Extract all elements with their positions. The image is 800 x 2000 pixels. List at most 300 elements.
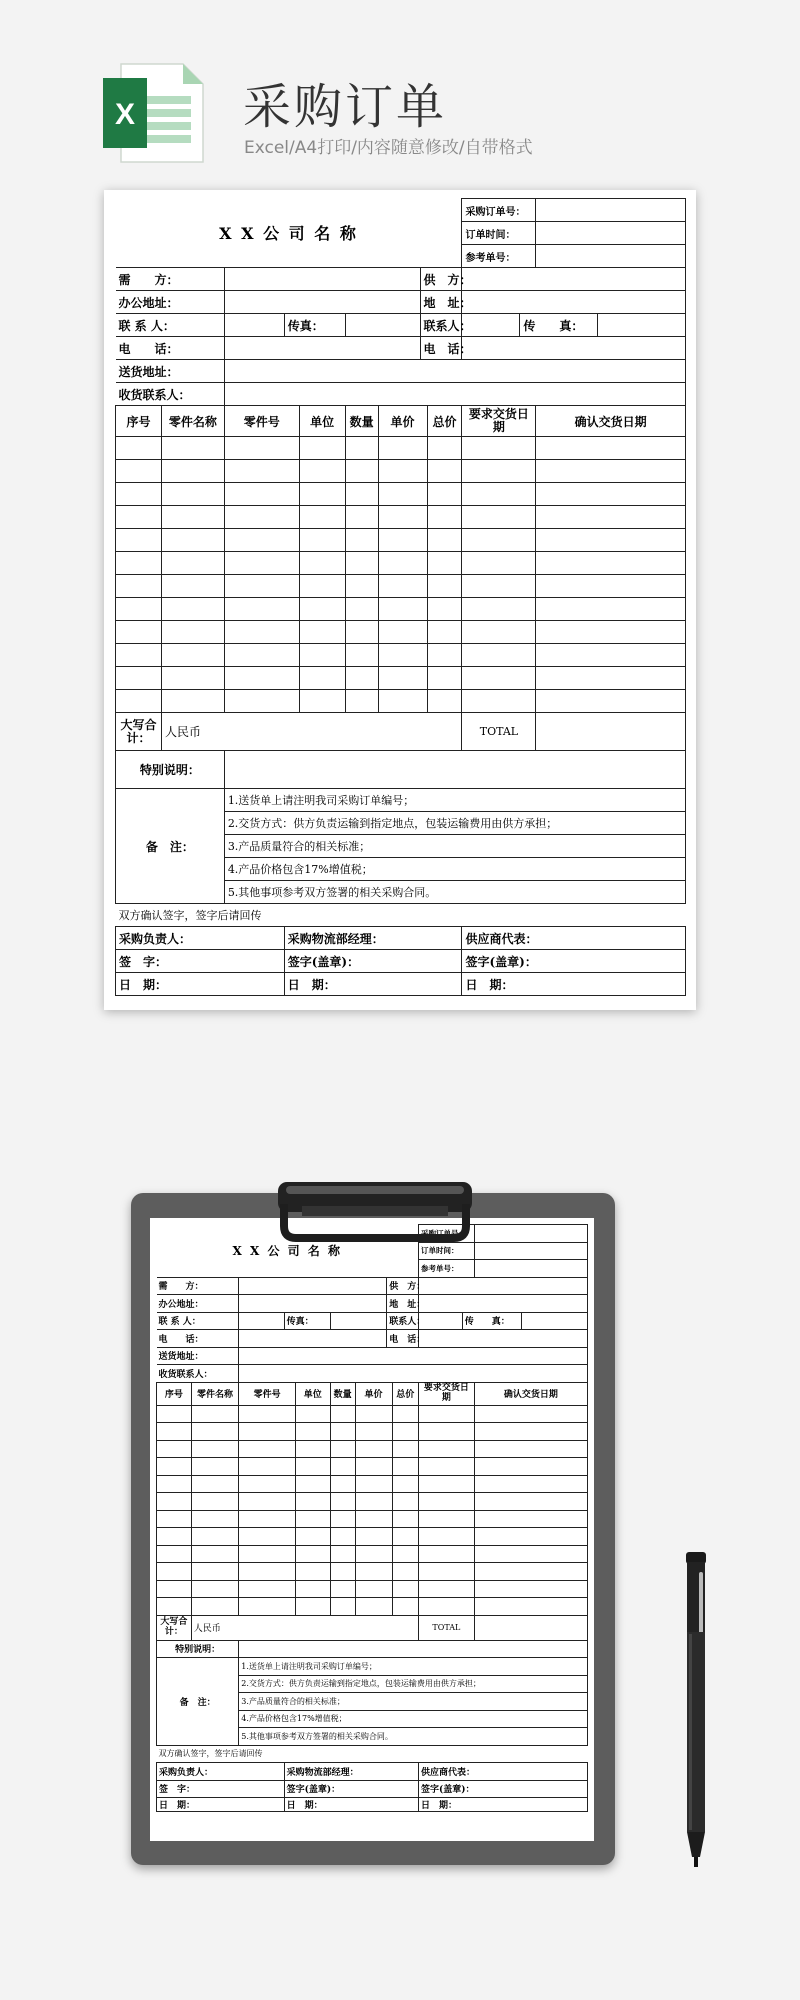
item-cell bbox=[295, 1423, 330, 1441]
item-cell[interactable] bbox=[224, 667, 299, 690]
ref-no-label: 参考单号： bbox=[418, 1260, 474, 1278]
item-cell[interactable] bbox=[462, 690, 536, 713]
item-cell bbox=[157, 1580, 192, 1598]
item-cell[interactable] bbox=[299, 552, 345, 575]
ref-no-label: 参考单号： bbox=[462, 245, 536, 268]
item-cell bbox=[418, 1405, 474, 1423]
item-cell[interactable] bbox=[536, 644, 686, 667]
item-cell[interactable] bbox=[299, 575, 345, 598]
item-cell[interactable] bbox=[462, 552, 536, 575]
item-cell[interactable] bbox=[427, 460, 462, 483]
item-cell[interactable] bbox=[116, 598, 162, 621]
item-cell[interactable] bbox=[378, 552, 427, 575]
item-cell bbox=[191, 1528, 239, 1546]
item-cell bbox=[157, 1475, 192, 1493]
item-cell bbox=[418, 1458, 474, 1476]
purchase-order-sheet bbox=[104, 190, 696, 1010]
delivery-address-field[interactable] bbox=[224, 360, 685, 383]
item-cell[interactable] bbox=[224, 506, 299, 529]
item-cell bbox=[330, 1528, 355, 1546]
item-cell[interactable] bbox=[116, 575, 162, 598]
item-cell bbox=[295, 1598, 330, 1616]
item-cell[interactable] bbox=[462, 529, 536, 552]
item-cell bbox=[239, 1528, 296, 1546]
date2-label: 日 期： bbox=[284, 973, 462, 996]
item-cell bbox=[239, 1405, 296, 1423]
item-cell[interactable] bbox=[224, 437, 299, 460]
item-rows bbox=[157, 1405, 588, 1615]
item-cell[interactable] bbox=[224, 552, 299, 575]
item-cell[interactable] bbox=[462, 437, 536, 460]
fax-field bbox=[330, 1312, 387, 1330]
item-cell[interactable] bbox=[299, 667, 345, 690]
item-cell bbox=[392, 1440, 418, 1458]
col-header: 序号 bbox=[157, 1382, 192, 1405]
col-header: 总价 bbox=[427, 406, 462, 437]
item-row bbox=[116, 506, 686, 529]
item-cell[interactable] bbox=[299, 598, 345, 621]
item-cell bbox=[418, 1440, 474, 1458]
purchaser-label: 采购负责人： bbox=[116, 927, 285, 950]
item-cell[interactable] bbox=[427, 437, 462, 460]
item-cell[interactable] bbox=[462, 506, 536, 529]
supplier-rep-label: 供应商代表： bbox=[418, 1763, 587, 1781]
item-cell bbox=[392, 1405, 418, 1423]
item-cell bbox=[392, 1545, 418, 1563]
ref-no-field bbox=[474, 1260, 587, 1278]
item-cell[interactable] bbox=[161, 437, 224, 460]
item-cell[interactable] bbox=[224, 575, 299, 598]
order-time-field[interactable] bbox=[536, 222, 686, 245]
fax2-label: 传 真： bbox=[462, 1312, 521, 1330]
item-cell[interactable] bbox=[462, 483, 536, 506]
order-no-field[interactable] bbox=[536, 199, 686, 222]
item-row bbox=[157, 1405, 588, 1423]
item-cell[interactable] bbox=[536, 552, 686, 575]
item-cell[interactable] bbox=[378, 621, 427, 644]
supplier-field[interactable] bbox=[462, 268, 686, 291]
item-cell[interactable] bbox=[299, 437, 345, 460]
item-cell bbox=[355, 1510, 392, 1528]
item-row bbox=[157, 1423, 588, 1441]
item-cell[interactable] bbox=[299, 529, 345, 552]
date3-label: 日 期： bbox=[418, 1798, 587, 1812]
item-cell[interactable] bbox=[224, 529, 299, 552]
item-cell[interactable] bbox=[224, 483, 299, 506]
item-cell[interactable] bbox=[161, 690, 224, 713]
item-cell bbox=[418, 1563, 474, 1581]
item-cell bbox=[392, 1423, 418, 1441]
item-row bbox=[157, 1440, 588, 1458]
item-cell bbox=[295, 1580, 330, 1598]
item-cell bbox=[157, 1440, 192, 1458]
excel-file-icon bbox=[103, 62, 203, 164]
col-header: 单位 bbox=[299, 406, 345, 437]
item-cell bbox=[355, 1493, 392, 1511]
item-cell bbox=[355, 1458, 392, 1476]
item-cell[interactable] bbox=[536, 483, 686, 506]
item-cell bbox=[191, 1510, 239, 1528]
item-cell bbox=[392, 1493, 418, 1511]
total-field[interactable] bbox=[536, 713, 686, 751]
item-cell[interactable] bbox=[299, 690, 345, 713]
contact2-label: 联系人： bbox=[420, 314, 462, 337]
order-time-field bbox=[474, 1242, 587, 1260]
sign-seal-label: 签字(盖章)： bbox=[284, 1780, 418, 1798]
item-row bbox=[157, 1563, 588, 1581]
item-cell bbox=[392, 1510, 418, 1528]
item-cell[interactable] bbox=[378, 506, 427, 529]
contact-field[interactable] bbox=[224, 314, 284, 337]
item-cell[interactable] bbox=[345, 644, 378, 667]
item-cell[interactable] bbox=[161, 529, 224, 552]
item-cell bbox=[474, 1598, 587, 1616]
item-cell[interactable] bbox=[378, 667, 427, 690]
supplier-label: 供 方： bbox=[387, 1277, 419, 1295]
item-cell bbox=[355, 1528, 392, 1546]
item-cell[interactable] bbox=[161, 483, 224, 506]
item-cell[interactable] bbox=[536, 621, 686, 644]
item-cell[interactable] bbox=[427, 690, 462, 713]
item-cell bbox=[474, 1423, 587, 1441]
col-header: 零件名称 bbox=[161, 406, 224, 437]
company-name: X X 公 司 名 称 bbox=[219, 224, 358, 244]
item-cell[interactable] bbox=[427, 552, 462, 575]
item-cell[interactable] bbox=[378, 483, 427, 506]
office-address-label: 办公地址： bbox=[116, 291, 225, 314]
rmb-label: 人民币 bbox=[161, 713, 462, 751]
phone2-label: 电 话： bbox=[387, 1330, 419, 1348]
item-cell[interactable] bbox=[345, 690, 378, 713]
item-cell[interactable] bbox=[345, 667, 378, 690]
item-cell[interactable] bbox=[462, 667, 536, 690]
item-cell[interactable] bbox=[378, 598, 427, 621]
item-cell[interactable] bbox=[536, 506, 686, 529]
item-cell bbox=[157, 1458, 192, 1476]
item-cell bbox=[295, 1458, 330, 1476]
item-row bbox=[116, 460, 686, 483]
item-cell[interactable] bbox=[116, 460, 162, 483]
item-row bbox=[157, 1528, 588, 1546]
item-row bbox=[116, 437, 686, 460]
item-cell bbox=[239, 1458, 296, 1476]
fax-label: 传真： bbox=[284, 1312, 330, 1330]
item-cell bbox=[474, 1580, 587, 1598]
total-label: TOTAL bbox=[462, 713, 536, 751]
item-row bbox=[157, 1458, 588, 1476]
item-cell[interactable] bbox=[224, 621, 299, 644]
item-cell bbox=[392, 1598, 418, 1616]
remarks-label: 备 注： bbox=[116, 789, 225, 904]
remark-line: 5.其他事项参考双方签署的相关采购合同。 bbox=[239, 1728, 588, 1746]
company-name: X X 公 司 名 称 bbox=[232, 1244, 342, 1258]
remarks-label: 备 注： bbox=[157, 1658, 239, 1746]
item-cell[interactable] bbox=[427, 506, 462, 529]
item-cell bbox=[418, 1580, 474, 1598]
item-cell bbox=[157, 1528, 192, 1546]
item-cell bbox=[355, 1598, 392, 1616]
total-cn-label: 大写合计： bbox=[157, 1615, 192, 1640]
total-label: TOTAL bbox=[418, 1615, 474, 1640]
date3-label: 日 期： bbox=[462, 973, 686, 996]
item-cell[interactable] bbox=[462, 598, 536, 621]
supplier-rep-label: 供应商代表： bbox=[462, 927, 686, 950]
item-row bbox=[116, 552, 686, 575]
item-cell[interactable] bbox=[161, 460, 224, 483]
item-cell[interactable] bbox=[116, 529, 162, 552]
item-cell[interactable] bbox=[161, 506, 224, 529]
fax2-label: 传 真： bbox=[520, 314, 598, 337]
item-cell[interactable] bbox=[378, 575, 427, 598]
item-cell[interactable] bbox=[462, 460, 536, 483]
item-cell[interactable] bbox=[462, 575, 536, 598]
fax2-field[interactable] bbox=[598, 314, 686, 337]
item-cell[interactable] bbox=[536, 667, 686, 690]
delivery-address-label: 送货地址： bbox=[157, 1347, 239, 1365]
item-cell[interactable] bbox=[378, 644, 427, 667]
item-cell[interactable] bbox=[161, 575, 224, 598]
item-cell[interactable] bbox=[427, 483, 462, 506]
item-rows[interactable] bbox=[116, 437, 686, 713]
excel-letter: X bbox=[114, 98, 136, 131]
phone-label: 电 话： bbox=[116, 337, 225, 360]
item-cell bbox=[191, 1545, 239, 1563]
item-cell[interactable] bbox=[462, 621, 536, 644]
item-cell bbox=[418, 1475, 474, 1493]
item-cell bbox=[157, 1423, 192, 1441]
purchaser-label: 采购负责人： bbox=[157, 1763, 285, 1781]
col-header: 单价 bbox=[355, 1382, 392, 1405]
item-cell bbox=[392, 1580, 418, 1598]
item-cell bbox=[474, 1563, 587, 1581]
item-cell bbox=[474, 1475, 587, 1493]
confirm-text: 双方确认签字，签字后请回传 bbox=[116, 904, 686, 927]
item-cell[interactable] bbox=[427, 667, 462, 690]
logistics-label: 采购物流部经理： bbox=[284, 1763, 418, 1781]
purchase-order-form bbox=[115, 198, 686, 996]
item-cell[interactable] bbox=[161, 621, 224, 644]
supplier-field bbox=[418, 1277, 587, 1295]
purchase-order-form-preview bbox=[156, 1224, 588, 1812]
item-cell bbox=[239, 1440, 296, 1458]
item-cell[interactable] bbox=[161, 552, 224, 575]
item-cell[interactable] bbox=[427, 644, 462, 667]
item-cell bbox=[295, 1510, 330, 1528]
receiver-field bbox=[239, 1365, 588, 1383]
address-label: 地 址： bbox=[387, 1295, 419, 1313]
item-cell bbox=[392, 1458, 418, 1476]
item-cell bbox=[239, 1598, 296, 1616]
item-cell bbox=[157, 1493, 192, 1511]
item-cell bbox=[474, 1493, 587, 1511]
item-cell bbox=[295, 1528, 330, 1546]
item-row bbox=[116, 690, 686, 713]
remark-line: 4.产品价格包含17%增值税； bbox=[224, 858, 685, 881]
remark-line: 1.送货单上请注明我司采购订单编号； bbox=[239, 1658, 588, 1676]
item-cell[interactable] bbox=[378, 529, 427, 552]
item-cell[interactable] bbox=[116, 644, 162, 667]
special-field[interactable] bbox=[224, 751, 685, 789]
item-cell[interactable] bbox=[427, 621, 462, 644]
item-cell[interactable] bbox=[116, 690, 162, 713]
item-cell bbox=[330, 1510, 355, 1528]
page-title: 采购订单 bbox=[243, 79, 448, 135]
item-cell[interactable] bbox=[345, 506, 378, 529]
item-cell[interactable] bbox=[116, 483, 162, 506]
fax-label: 传真： bbox=[284, 314, 345, 337]
item-cell bbox=[295, 1493, 330, 1511]
item-cell bbox=[157, 1545, 192, 1563]
supplier-label: 供 方： bbox=[420, 268, 462, 291]
item-cell bbox=[355, 1440, 392, 1458]
address-label: 地 址： bbox=[420, 291, 462, 314]
fax-field[interactable] bbox=[345, 314, 420, 337]
remark-line: 3.产品质量符合的相关标准； bbox=[224, 835, 685, 858]
rmb-label: 人民币 bbox=[191, 1615, 418, 1640]
item-cell[interactable] bbox=[161, 598, 224, 621]
sign-seal-label: 签字(盖章)： bbox=[284, 950, 462, 973]
item-cell[interactable] bbox=[224, 598, 299, 621]
item-row bbox=[116, 621, 686, 644]
sign-label: 签 字： bbox=[157, 1780, 285, 1798]
item-cell[interactable] bbox=[116, 437, 162, 460]
item-cell[interactable] bbox=[299, 644, 345, 667]
contact2-field bbox=[418, 1312, 462, 1330]
receiver-field[interactable] bbox=[224, 383, 685, 406]
item-cell[interactable] bbox=[536, 575, 686, 598]
ref-no-field[interactable] bbox=[536, 245, 686, 268]
office-address-field bbox=[239, 1295, 387, 1313]
buyer-field bbox=[239, 1277, 387, 1295]
item-cell[interactable] bbox=[299, 506, 345, 529]
item-cell bbox=[418, 1423, 474, 1441]
item-cell[interactable] bbox=[427, 529, 462, 552]
item-cell bbox=[330, 1440, 355, 1458]
item-row bbox=[157, 1493, 588, 1511]
office-address-field[interactable] bbox=[224, 291, 420, 314]
sign-label: 签 字： bbox=[116, 950, 285, 973]
item-cell bbox=[191, 1580, 239, 1598]
address-field[interactable] bbox=[462, 291, 686, 314]
item-cell[interactable] bbox=[462, 644, 536, 667]
item-cell bbox=[191, 1458, 239, 1476]
item-cell[interactable] bbox=[536, 437, 686, 460]
phone2-field[interactable] bbox=[462, 337, 686, 360]
buyer-field[interactable] bbox=[224, 268, 420, 291]
item-cell bbox=[418, 1598, 474, 1616]
col-header: 零件号 bbox=[224, 406, 299, 437]
item-cell bbox=[330, 1580, 355, 1598]
order-time-label: 订单时间： bbox=[462, 222, 536, 245]
order-no-label: 采购订单号： bbox=[418, 1225, 474, 1243]
contact-field bbox=[239, 1312, 284, 1330]
item-cell bbox=[157, 1598, 192, 1616]
item-cell[interactable] bbox=[224, 644, 299, 667]
item-cell bbox=[330, 1598, 355, 1616]
item-cell[interactable] bbox=[427, 575, 462, 598]
item-cell bbox=[355, 1563, 392, 1581]
item-cell bbox=[474, 1440, 587, 1458]
item-cell[interactable] bbox=[116, 667, 162, 690]
item-cell[interactable] bbox=[345, 552, 378, 575]
item-cell[interactable] bbox=[536, 690, 686, 713]
item-cell[interactable] bbox=[345, 529, 378, 552]
item-cell[interactable] bbox=[116, 621, 162, 644]
remark-line: 5.其他事项参考双方签署的相关采购合同。 bbox=[224, 881, 685, 904]
item-cell[interactable] bbox=[345, 621, 378, 644]
remark-line: 4.产品价格包含17%增值税； bbox=[239, 1710, 588, 1728]
item-cell[interactable] bbox=[345, 483, 378, 506]
item-cell[interactable] bbox=[161, 667, 224, 690]
item-cell bbox=[239, 1510, 296, 1528]
office-address-label: 办公地址： bbox=[157, 1295, 239, 1313]
buyer-label: 需 方： bbox=[157, 1277, 239, 1295]
item-cell bbox=[191, 1598, 239, 1616]
item-cell bbox=[239, 1545, 296, 1563]
sign-seal2-label: 签字(盖章)： bbox=[462, 950, 686, 973]
item-cell bbox=[239, 1423, 296, 1441]
item-cell bbox=[239, 1493, 296, 1511]
item-cell bbox=[355, 1475, 392, 1493]
col-header: 零件号 bbox=[239, 1382, 296, 1405]
item-cell[interactable] bbox=[427, 598, 462, 621]
item-cell bbox=[474, 1405, 587, 1423]
item-cell bbox=[330, 1545, 355, 1563]
clipboard-paper bbox=[150, 1218, 594, 1841]
contact-label: 联 系 人： bbox=[157, 1312, 239, 1330]
item-cell[interactable] bbox=[299, 621, 345, 644]
item-row bbox=[157, 1510, 588, 1528]
item-cell[interactable] bbox=[224, 460, 299, 483]
item-cell[interactable] bbox=[299, 483, 345, 506]
phone2-field bbox=[418, 1330, 587, 1348]
item-cell[interactable] bbox=[345, 575, 378, 598]
item-cell bbox=[239, 1563, 296, 1581]
item-cell[interactable] bbox=[299, 460, 345, 483]
item-cell[interactable] bbox=[378, 690, 427, 713]
item-cell[interactable] bbox=[536, 460, 686, 483]
item-cell[interactable] bbox=[161, 644, 224, 667]
item-cell[interactable] bbox=[345, 460, 378, 483]
item-cell bbox=[355, 1580, 392, 1598]
item-cell[interactable] bbox=[345, 598, 378, 621]
item-cell[interactable] bbox=[224, 690, 299, 713]
confirm-text: 双方确认签字，签字后请回传 bbox=[157, 1745, 588, 1763]
item-cell bbox=[330, 1493, 355, 1511]
item-cell[interactable] bbox=[378, 460, 427, 483]
item-cell bbox=[418, 1528, 474, 1546]
clipboard-clamp-icon bbox=[272, 1178, 478, 1246]
contact2-label: 联系人： bbox=[387, 1312, 419, 1330]
phone-field[interactable] bbox=[224, 337, 420, 360]
item-cell[interactable] bbox=[536, 529, 686, 552]
col-header: 要求交货日期 bbox=[462, 406, 536, 437]
item-cell[interactable] bbox=[378, 437, 427, 460]
order-no-label: 采购订单号： bbox=[462, 199, 536, 222]
item-cell bbox=[191, 1493, 239, 1511]
item-cell[interactable] bbox=[116, 552, 162, 575]
date2-label: 日 期： bbox=[284, 1798, 418, 1812]
item-cell[interactable] bbox=[345, 437, 378, 460]
item-cell[interactable] bbox=[536, 598, 686, 621]
contact-label: 联 系 人： bbox=[116, 314, 225, 337]
item-cell[interactable] bbox=[116, 506, 162, 529]
item-row bbox=[116, 667, 686, 690]
delivery-address-label: 送货地址： bbox=[116, 360, 225, 383]
item-row bbox=[157, 1545, 588, 1563]
item-cell bbox=[392, 1475, 418, 1493]
item-cell bbox=[355, 1545, 392, 1563]
